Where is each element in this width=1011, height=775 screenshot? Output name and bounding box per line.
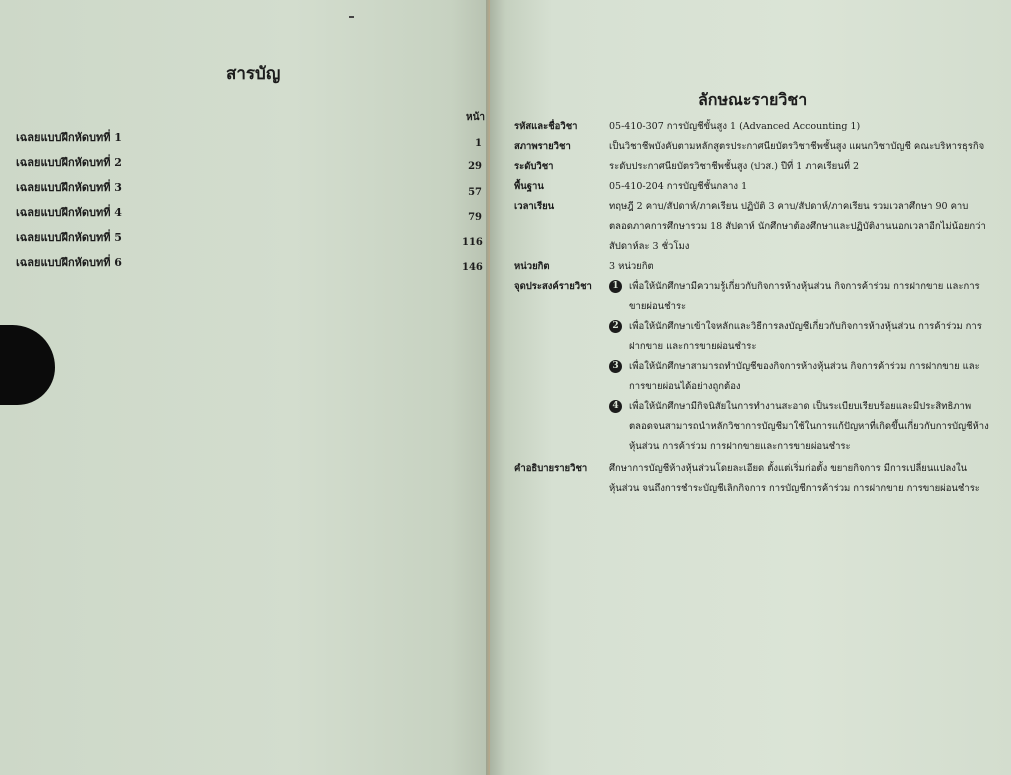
course-level-label: ระดับวิชา xyxy=(514,161,554,172)
course-title: ลักษณะรายวิชา xyxy=(698,90,808,109)
toc-item: เฉลยแบบฝึกหัดบทที่ 3 xyxy=(16,181,122,194)
objective-line: หุ้นส่วน การค้าร่วม การฝากขายและการขายผ่อนชำระ xyxy=(629,441,851,452)
course-prereq-label: พื้นฐาน xyxy=(514,181,544,192)
toc-item: เฉลยแบบฝึกหัดบทที่ 6 xyxy=(16,256,122,269)
course-code-value: 05-410-307 การบัญชีขั้นสูง 1 (Advanced Accounting 1) xyxy=(609,121,861,132)
course-time-line: สัปดาห์ละ 3 ชั่วโมง xyxy=(609,241,690,252)
objective-line: ขายผ่อนชำระ xyxy=(629,301,687,312)
toc-item: เฉลยแบบฝึกหัดบทที่ 4 xyxy=(16,206,122,219)
thumb-shadow xyxy=(0,325,55,405)
course-level-value: ระดับประกาศนียบัตรวิชาชีพชั้นสูง (ปวส.) ปีที่ 1 ภาคเรียนที่ 2 xyxy=(609,161,860,172)
course-desc-line: หุ้นส่วน จนถึงการชำระบัญชีเลิกกิจการ การบัญชีการค้าร่วม การฝากขาย การขายผ่อนชำระ xyxy=(609,483,980,494)
toc-item: เฉลยแบบฝึกหัดบทที่ 1 xyxy=(16,131,122,144)
objective-line: การขายผ่อนได้อย่างถูกต้อง xyxy=(629,381,741,392)
toc-page-header: หน้า xyxy=(466,112,486,123)
toc-page-number: 146 xyxy=(462,262,483,273)
objective-bullet-icon: 3 xyxy=(609,360,622,373)
objective-line: ตลอดจนสามารถนำหลักวิชาการบัญชีมาใช้ในการแก้ปัญหาที่เกิดขึ้นเกี่ยวกับการบัญชีห้าง xyxy=(629,421,989,432)
course-objective-label: จุดประสงค์รายวิชา xyxy=(514,281,592,292)
toc-item: เฉลยแบบฝึกหัดบทที่ 5 xyxy=(16,231,122,244)
toc-item: เฉลยแบบฝึกหัดบทที่ 2 xyxy=(16,156,122,169)
toc-page-number: 57 xyxy=(468,187,482,198)
course-status-label: สภาพรายวิชา xyxy=(514,141,571,152)
right-page xyxy=(490,0,1011,775)
objective-bullet-icon: 1 xyxy=(609,280,622,293)
course-credit-label: หน่วยกิต xyxy=(514,261,550,272)
course-desc-line: ศึกษาการบัญชีห้างหุ้นส่วนโดยละเอียด ตั้งแต่เริ่มก่อตั้ง ขยายกิจการ มีการเปลี่ยนแปลงใน xyxy=(609,463,968,474)
objective-line: เพื่อให้นักศึกษาสามารถทำบัญชีของกิจการห้างหุ้นส่วน กิจการค้าร่วม การฝากขาย และ xyxy=(629,361,980,372)
course-time-line: ตลอดภาคการศึกษารวม 18 สัปดาห์ นักศึกษาต้องศึกษาและปฏิบัติงานนอกเวลาอีกไม่น้อยกว่า xyxy=(609,221,986,232)
objective-bullet-icon: 4 xyxy=(609,400,622,413)
toc-page-number: 29 xyxy=(468,161,482,172)
toc-page-number: 116 xyxy=(462,237,483,248)
toc-page-number: 79 xyxy=(468,212,482,223)
page-mark xyxy=(349,16,354,18)
objective-line: เพื่อให้นักศึกษามีความรู้เกี่ยวกับกิจการห้างหุ้นส่วน กิจการค้าร่วม การฝากขาย และการ xyxy=(629,281,980,292)
course-prereq-value: 05-410-204 การบัญชีชั้นกลาง 1 xyxy=(609,181,748,192)
objective-line: ฝากขาย และการขายผ่อนชำระ xyxy=(629,341,757,352)
objective-bullet-icon: 2 xyxy=(609,320,622,333)
objective-line: เพื่อให้นักศึกษามีกิจนิสัยในการทำงานสะอาด เป็นระเบียบเรียบร้อยและมีประสิทธิภาพ xyxy=(629,401,972,412)
objective-line: เพื่อให้นักศึกษาเข้าใจหลักและวิธีการลงบัญชีเกี่ยวกับกิจการห้างหุ้นส่วน การค้าร่วม การ xyxy=(629,321,982,332)
course-code-label: รหัสและชื่อวิชา xyxy=(514,121,578,132)
course-time-line: ทฤษฎี 2 คาบ/สัปดาห์/ภาคเรียน ปฏิบัติ 3 คาบ/สัปดาห์/ภาคเรียน รวมเวลาศึกษา 90 คาบ xyxy=(609,201,969,212)
course-credit-value: 3 หน่วยกิต xyxy=(609,261,654,272)
course-time-label: เวลาเรียน xyxy=(514,201,555,212)
toc-page-number: 1 xyxy=(475,138,482,149)
course-desc-label: คำอธิบายรายวิชา xyxy=(514,463,588,474)
toc-title: สารบัญ xyxy=(226,64,281,84)
left-page xyxy=(0,0,490,775)
course-status-value: เป็นวิชาชีพบังคับตามหลักสูตรประกาศนียบัตรวิชาชีพชั้นสูง แผนกวิชาบัญชี คณะบริหารธุรกิจ xyxy=(609,141,985,152)
